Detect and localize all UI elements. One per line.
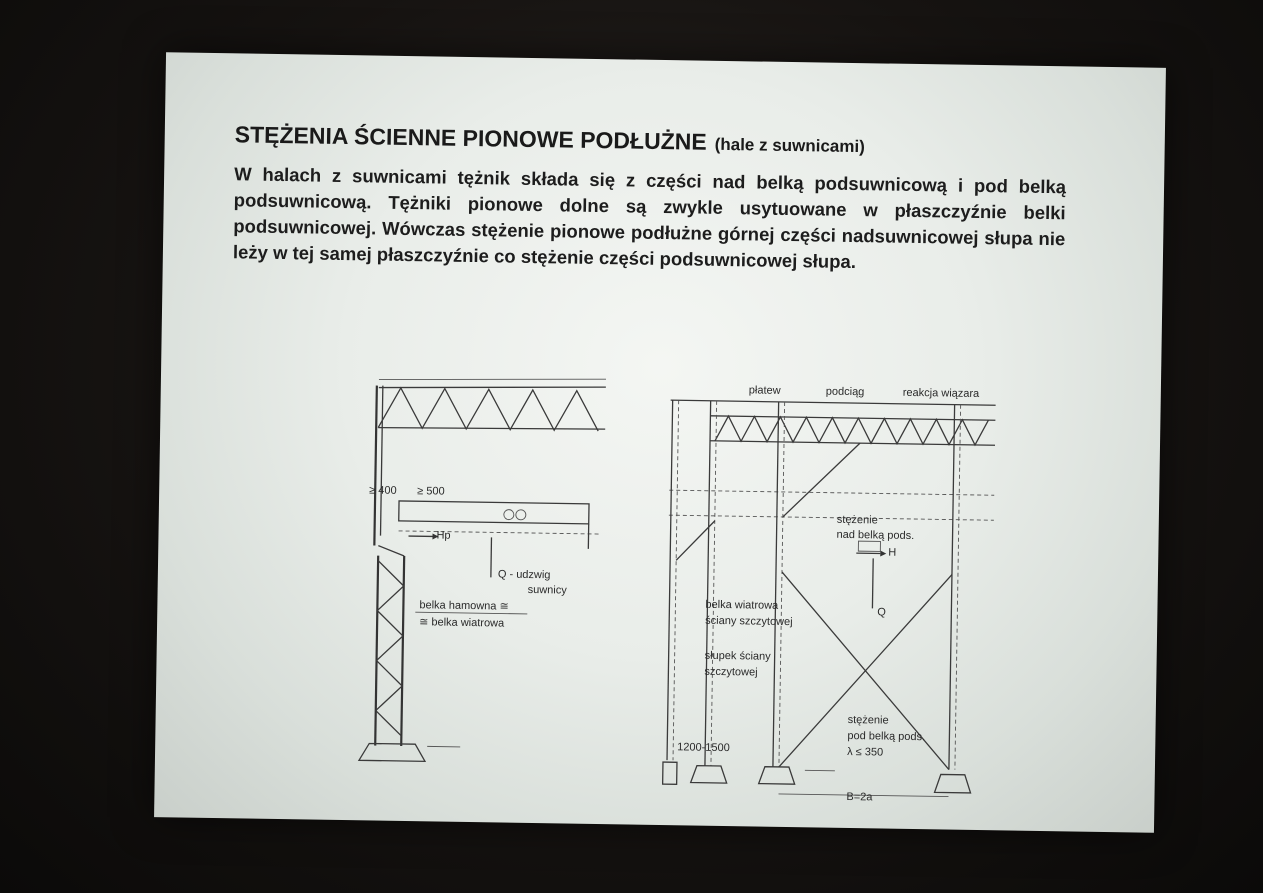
column-base	[359, 743, 425, 761]
column-1	[705, 401, 711, 766]
h-arrowhead	[880, 550, 886, 556]
load-q-right-label: Q	[877, 606, 887, 619]
wind-beam-label-1: belka wiatrowa	[705, 598, 779, 612]
load-q-label-2: suwnicy	[527, 583, 567, 597]
span-label: B=2a	[846, 790, 873, 804]
gable-base	[663, 762, 677, 784]
crane-girder	[399, 501, 589, 524]
gable-post-left-inner	[673, 400, 679, 760]
slide-paragraph: W halach z suwnicami tężnik składa się z części nad belką podsuwnicową i pod belką podsuwnicową. Tężniki pionowe dolne są zwykle usytuowane w płaszczyźnie belki podsuwnicowej. Wówczas stężenie pionowe podłużne górnej części nadsuwnicowej słupa nie leży w tej samej płaszczyźnie co stężenie części podsuwnicowej słupa.	[232, 163, 1067, 273]
lower-bracing-label-1: stężenie	[847, 713, 889, 727]
dim-400: ≥ 400	[369, 484, 397, 497]
upper-bracing-label-1: stężenie	[836, 513, 878, 527]
brake-beam-label-1: belka hamowna ≅	[419, 599, 509, 613]
column-3	[949, 405, 955, 770]
truss-web	[378, 388, 599, 431]
girder-top	[669, 490, 994, 495]
column-step	[378, 546, 404, 556]
gable-post-label-1: słupek ściany	[704, 649, 771, 663]
brake-beam-underline	[415, 612, 527, 614]
ground-line	[427, 746, 460, 747]
girder-bottom	[669, 515, 994, 520]
upper-bracing-label-2: nad belką pods.	[836, 528, 915, 543]
dim-500: ≥ 500	[417, 485, 445, 498]
gable-post-left	[667, 400, 673, 760]
lower-column-lacing	[375, 561, 404, 736]
upper-diagonal	[783, 442, 860, 518]
roof-top-line	[671, 400, 996, 405]
upper-column	[374, 386, 377, 546]
slide-title-note: (hale z suwnicami)	[714, 134, 865, 157]
lower-bracing-label-2: pod belką pods.	[847, 729, 926, 744]
crane-trolley	[858, 541, 880, 551]
slide-title-main: STĘŻENIA ŚCIENNE PIONOWE PODŁUŻNE	[234, 121, 707, 155]
slide-title	[235, 121, 866, 158]
girder-label: podciąg	[825, 385, 865, 399]
projection-screen	[154, 52, 1166, 833]
lower-column-left	[375, 556, 378, 746]
base-3	[935, 774, 971, 793]
truss-reaction-label: reakcja wiązara	[902, 386, 980, 401]
crane-wheel-2	[516, 510, 526, 520]
purlin-label: płatew	[748, 384, 781, 397]
slenderness-label: λ ≤ 350	[847, 745, 884, 759]
column-2-inner	[779, 402, 785, 767]
spacing-label: 1200-1500	[677, 741, 730, 755]
column-1-inner	[711, 401, 717, 766]
q-arrow	[491, 537, 492, 577]
gable-post-label-2: szczytowej	[704, 665, 758, 679]
upper-column-inner	[381, 386, 383, 536]
truss-top-chord	[379, 384, 606, 392]
upper-bracing-truss	[715, 416, 988, 445]
crane-girder-lower	[399, 531, 599, 534]
column-2	[773, 402, 779, 767]
roof-line	[379, 376, 606, 384]
column-3-inner	[955, 405, 961, 770]
column-section-drawing	[345, 365, 612, 789]
bracing-elevation-drawing	[654, 360, 1001, 805]
base-1	[691, 766, 727, 784]
wind-beam-label-2: ściany szczytowej	[705, 614, 793, 629]
truss-bottom-chord	[378, 426, 605, 432]
truss-bottom	[710, 441, 995, 445]
base-2	[759, 767, 795, 785]
force-h-right-label: H	[888, 546, 897, 559]
q-arrow-right	[872, 558, 873, 608]
brake-beam-label-2: ≅ belka wiatrowa	[419, 616, 505, 630]
crane-wheel-1	[504, 510, 514, 520]
load-q-label: Q - udzwig	[497, 568, 551, 582]
force-hp-label: Hp	[436, 529, 451, 542]
